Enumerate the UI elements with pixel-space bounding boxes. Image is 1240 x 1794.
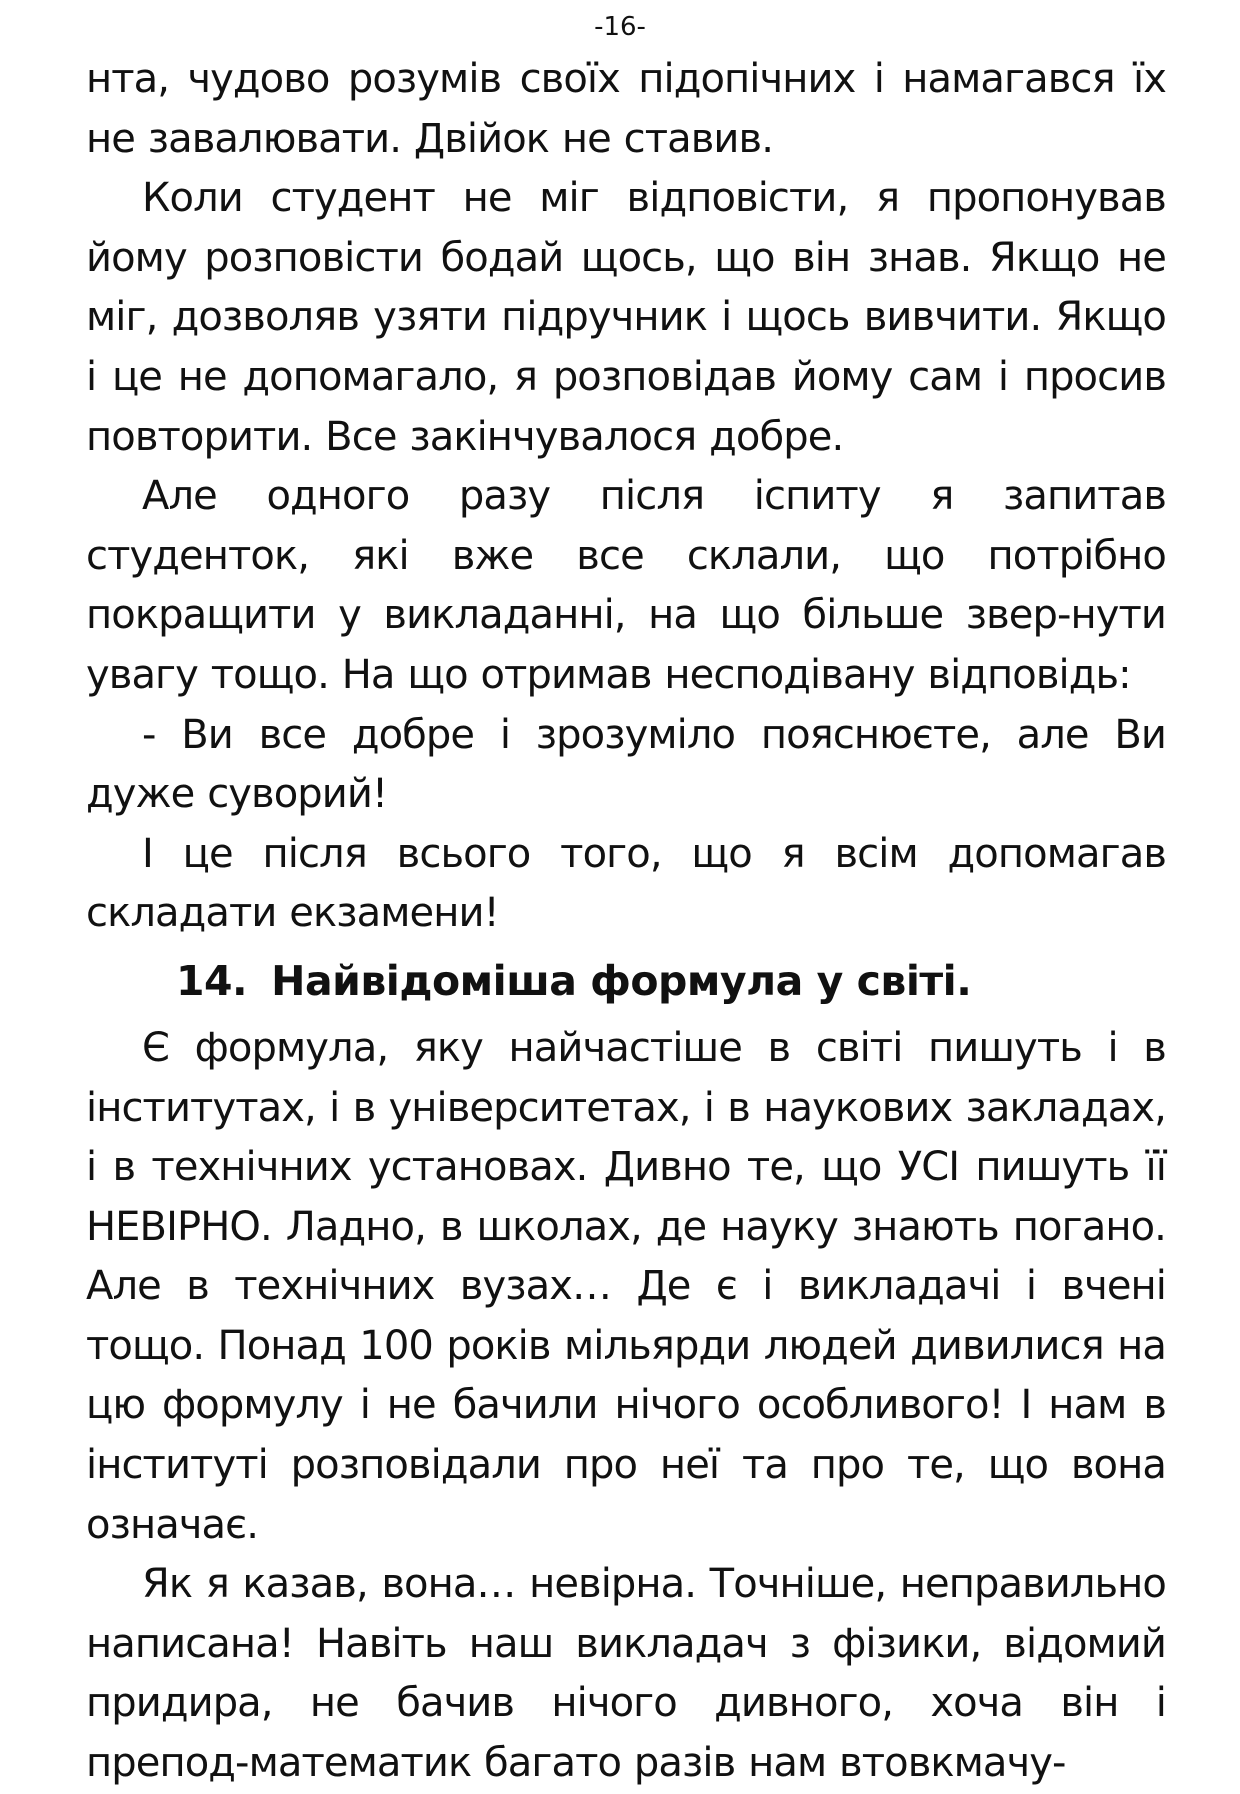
- section-number: 14.: [176, 956, 248, 1005]
- paragraph: Коли студент не міг відповісти, я пропонував йому розповісти бодай щось, що він знав. Якщо не міг, дозволяв узяти підручник і щось вивчити. Якщо і це не допомагало, я розповідав йому сам і просив повторити. Все закінчувалося добре.: [86, 175, 1166, 460]
- paragraph: Але одного разу після іспиту я запитав студенток, які вже все склали, що потрібно покращити у викладанні, на що більше звер-нути увагу тощо. На що отримав несподівану відповідь:: [86, 473, 1166, 698]
- paragraph: Є формула, яку найчастіше в світі пишуть і в інститутах, і в університетах, і в наукових закладах, і в технічних установах. Дивно те, що УСІ пишуть її НЕВІРНО. Ладно, в школах, де науку знають погано. Але в технічних вузах… Де є і викладачі і вчені тощо. Понад 100 років мільярди людей дивилися на цю формулу і не бачили нічого особливого! І нам в інституті розповідали про неї та про те, що вона означає.: [86, 1024, 1166, 1548]
- page-number: -16-: [594, 12, 646, 42]
- section-heading: [86, 944, 1166, 1019]
- paragraph: І це після всього того, що я всім допомагав складати екзамени!: [86, 830, 1166, 937]
- paragraph: Як я казав, вона… невірна. Точніше, неправильно написана! Навіть наш викладач з фізики, відомий придира, не бачив нічого дивного, хоча він і препод-математик багато разів нам втовкмачу-: [86, 1561, 1166, 1787]
- paragraph-dialogue: - Ви все добре і зрозуміло пояснюєте, але Ви дуже суворий!: [86, 711, 1166, 818]
- section-title: Найвідоміша формула у світі.: [271, 956, 972, 1005]
- document-page: [86, 0, 1166, 1794]
- paragraph-continuation: нта, чудово розумів своїх підопічних і намагався їх не завалювати. Двійок не ставив.: [86, 56, 1166, 162]
